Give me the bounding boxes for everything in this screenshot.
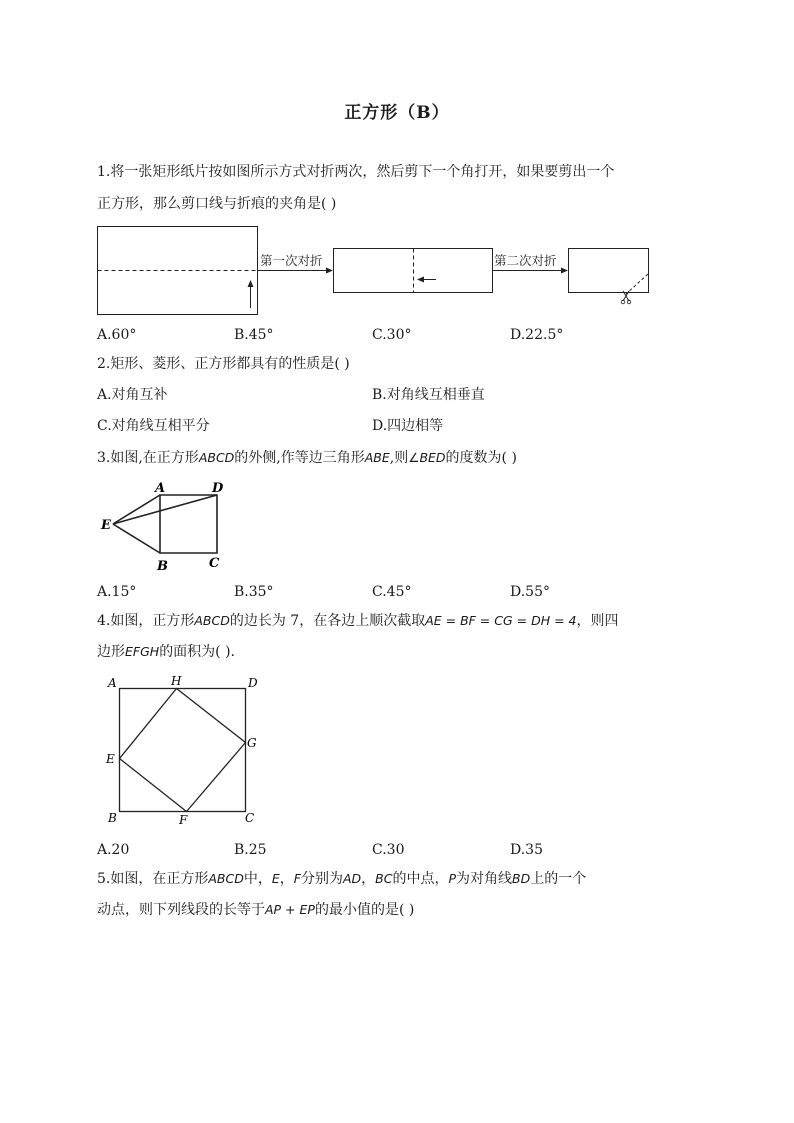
q5-line1-mid6: 为对角线 [456, 871, 512, 887]
segment-ed [113, 495, 217, 524]
q4-line2-pre: 边形 [97, 644, 125, 660]
q3-figure [96, 476, 236, 576]
q4-line2-math: EFGH [125, 644, 160, 659]
left-arrowhead-icon [417, 277, 424, 283]
q4-text-line1 [97, 611, 619, 631]
q5-math-3: F [293, 871, 301, 886]
q5-math-2: E [271, 871, 280, 886]
square-abcd [120, 689, 246, 812]
right-arrowhead-icon-2 [561, 268, 568, 274]
q4-figure [100, 670, 270, 830]
q5-line2-post: 的最小值的是( ) [314, 902, 415, 918]
q3-math-3: ∠BED [408, 450, 446, 465]
q3-option-a[interactable]: A.15° [97, 584, 137, 600]
q2-option-a[interactable]: A.对角互补 [97, 387, 168, 403]
q1-option-d[interactable]: D.22.5° [510, 327, 564, 343]
q3-option-b[interactable]: B.35° [234, 584, 274, 600]
q3-option-c[interactable]: C.45° [372, 584, 412, 600]
segment-eb [113, 524, 160, 553]
quadrilateral-efgh [120, 689, 246, 812]
q4-line2-post: 的面积为( ). [159, 644, 236, 660]
q4-label-g: G [247, 736, 257, 750]
q4-label-b: B [108, 811, 117, 825]
q4-text-post: ，则四 [576, 613, 619, 629]
q3-label-e: E [101, 518, 111, 533]
q4-text-line2 [97, 642, 235, 662]
q4-text-mid1: 的边长为 7，在各边上顺次截取 [229, 613, 426, 629]
q5-line1-post: 上的一个 [530, 871, 587, 887]
q4-label-d: D [248, 676, 258, 690]
q1-text-line1: 1.将一张矩形纸片按如图所示方式对折两次，然后剪下一个角打开，如果要剪出一个 [97, 164, 615, 180]
q5-line1-mid4: ， [361, 871, 376, 887]
q4-label-a: A [108, 676, 117, 690]
q5-line2-pre: 动点，则下列线段的长等于 [97, 902, 265, 918]
q4-label-h: H [171, 674, 182, 688]
q2-text: 2.矩形、菱形、正方形都具有的性质是( ) [97, 356, 350, 372]
q5-math-4: AD [342, 871, 362, 886]
q4-option-c[interactable]: C.30 [372, 842, 405, 858]
q3-option-d[interactable]: D.55° [510, 584, 550, 600]
first-fold-label: 第一次对折 [260, 253, 323, 268]
q3-label-c: C [209, 556, 220, 571]
q1-option-a[interactable]: A.60° [97, 327, 137, 343]
q1-fold-figure [90, 222, 660, 328]
q2-option-c[interactable]: C.对角线互相平分 [97, 418, 210, 434]
q4-label-e: E [106, 752, 115, 766]
q5-line1-mid5: 的中点， [392, 871, 449, 887]
segment-ea [113, 495, 160, 524]
q5-line1-mid3: 分别为 [300, 871, 343, 887]
q1-text-line2: 正方形，那么剪口线与折痕的夹角是( ) [97, 196, 337, 212]
q5-math-6: P [448, 871, 456, 886]
q5-text-line1 [97, 869, 586, 889]
q5-text-line2 [97, 900, 414, 920]
q3-label-d: D [212, 481, 224, 496]
q3-text [97, 448, 517, 468]
q4-option-a[interactable]: A.20 [97, 842, 130, 858]
q3-text-pre: 3.如图,在正方形 [97, 450, 199, 466]
q3-label-a: A [155, 481, 166, 496]
q4-option-d[interactable]: D.35 [510, 842, 543, 858]
up-arrowhead-icon [248, 280, 254, 287]
q4-label-f: F [179, 813, 188, 827]
cut-line [626, 274, 648, 294]
q3-text-post: 的度数为( ) [445, 450, 517, 466]
q5-line1-mid2: ， [279, 871, 294, 887]
q3-text-mid2: ,则 [389, 450, 409, 466]
q5-line1-pre: 5.如图，在正方形 [97, 871, 209, 887]
q2-option-d[interactable]: D.四边相等 [372, 418, 444, 434]
second-fold-label: 第二次对折 [494, 253, 557, 268]
q3-text-mid1: 的外侧,作等边三角形 [234, 450, 365, 466]
q4-label-c: C [245, 811, 255, 825]
q5-math-5: BC [375, 871, 393, 886]
q1-option-b[interactable]: B.45° [234, 327, 274, 343]
q3-label-b: B [157, 559, 168, 574]
right-arrowhead-icon [326, 268, 333, 274]
page-title: 正方形（B） [344, 103, 450, 123]
q3-math-2: ABE [364, 450, 390, 465]
q4-math-2: AE = BF = CG = DH = 4 [425, 613, 577, 628]
q5-line2-math: AP + EP [265, 902, 315, 917]
q4-math-1: ABCD [194, 613, 230, 628]
q2-option-b[interactable]: B.对角线互相垂直 [372, 387, 485, 403]
q3-math-1: ABCD [198, 450, 235, 465]
q5-math-1: ABCD [208, 871, 244, 886]
q1-option-c[interactable]: C.30° [372, 327, 412, 343]
q4-text-pre: 4.如图，正方形 [97, 613, 195, 629]
paper-rect-3 [569, 249, 649, 293]
q4-option-b[interactable]: B.25 [234, 842, 267, 858]
q5-line1-mid1: 中， [243, 871, 272, 887]
q5-math-7: BD [512, 871, 531, 886]
